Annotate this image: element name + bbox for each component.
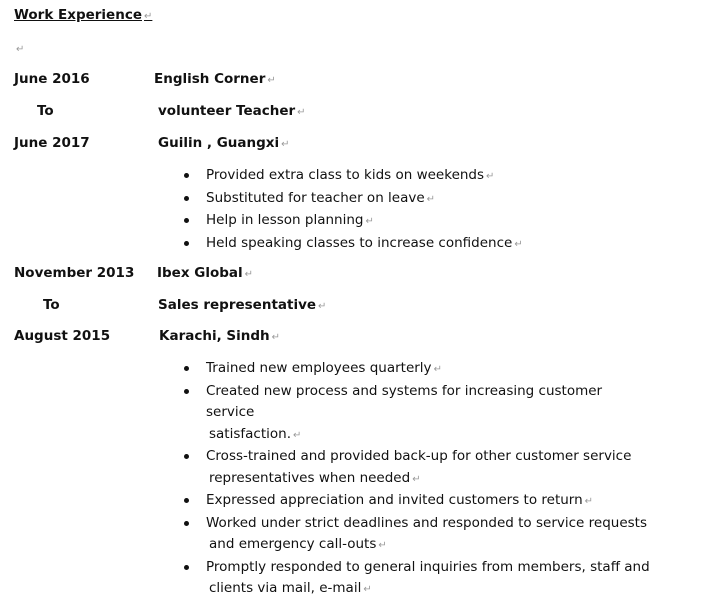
list-item: Expressed appreciation and invited customers to return ↵ (184, 490, 654, 513)
list-item: Trained new employees quarterly ↵ (184, 358, 654, 381)
paragraph-mark-icon: ↵ (267, 75, 276, 86)
list-item: Substituted for teacher on leave ↵ (184, 188, 654, 211)
list-item: Promptly responded to general inquiries from members, staff and clients via mail, e-mail ↵ (184, 557, 654, 601)
paragraph-mark-icon: ↵ (433, 364, 442, 375)
paragraph-mark-icon: ↵ (281, 139, 290, 150)
job-2-company: Ibex Global ↵ (157, 265, 254, 281)
job-1-duties-list (184, 165, 654, 255)
job-1-location: Guilin , Guangxi ↵ (158, 135, 290, 151)
paragraph-mark-icon: ↵ (271, 332, 281, 343)
paragraph-mark-icon: ↵ (292, 429, 302, 441)
job-2-to-label: To (43, 297, 60, 313)
paragraph-mark-icon: ↵ (412, 473, 421, 485)
paragraph-mark-icon: ↵ (16, 44, 25, 55)
paragraph-mark-icon: ↵ (143, 11, 153, 22)
section-heading: Work Experience ↵ (14, 7, 153, 23)
paragraph-mark-icon: ↵ (365, 216, 374, 227)
job-2-role: Sales representative ↵ (158, 297, 327, 313)
job-2-end-date: August 2015 (14, 328, 111, 344)
job-2-location: Karachi, Sindh ↵ (159, 328, 281, 344)
job-1-end-date: June 2017 (14, 135, 90, 151)
paragraph-mark-icon: ↵ (514, 238, 523, 250)
job-2-duties-list (184, 358, 654, 601)
paragraph-mark-icon: ↵ (378, 540, 387, 551)
paragraph-mark-icon: ↵ (363, 584, 372, 595)
list-item: Held speaking classes to increase confidence ↵ (184, 233, 654, 256)
job-1-start-date: June 2016 (14, 71, 90, 87)
list-item: Created new process and systems for increasing customer service satisfaction. ↵ (184, 381, 654, 447)
paragraph-mark-icon: ↵ (426, 193, 436, 205)
list-item: Provided extra class to kids on weekends ↵ (184, 165, 654, 188)
paragraph-mark-icon: ↵ (584, 496, 594, 507)
job-1-role: volunteer Teacher ↵ (158, 103, 306, 119)
paragraph-mark-icon: ↵ (318, 301, 327, 312)
blank-paragraph (14, 40, 24, 56)
list-item: Worked under strict deadlines and responded to service requests and emergency call-outs ↵ (184, 513, 654, 557)
job-1-to-label: To (37, 103, 54, 119)
job-1-company: English Corner ↵ (154, 71, 276, 87)
list-item: Cross-trained and provided back-up for other customer service representatives when needed ↵ (184, 446, 654, 490)
list-item: Help in lesson planning ↵ (184, 210, 654, 233)
paragraph-mark-icon: ↵ (486, 171, 495, 182)
paragraph-mark-icon: ↵ (297, 107, 306, 118)
paragraph-mark-icon: ↵ (244, 269, 254, 280)
job-2-start-date: November 2013 (14, 265, 135, 281)
